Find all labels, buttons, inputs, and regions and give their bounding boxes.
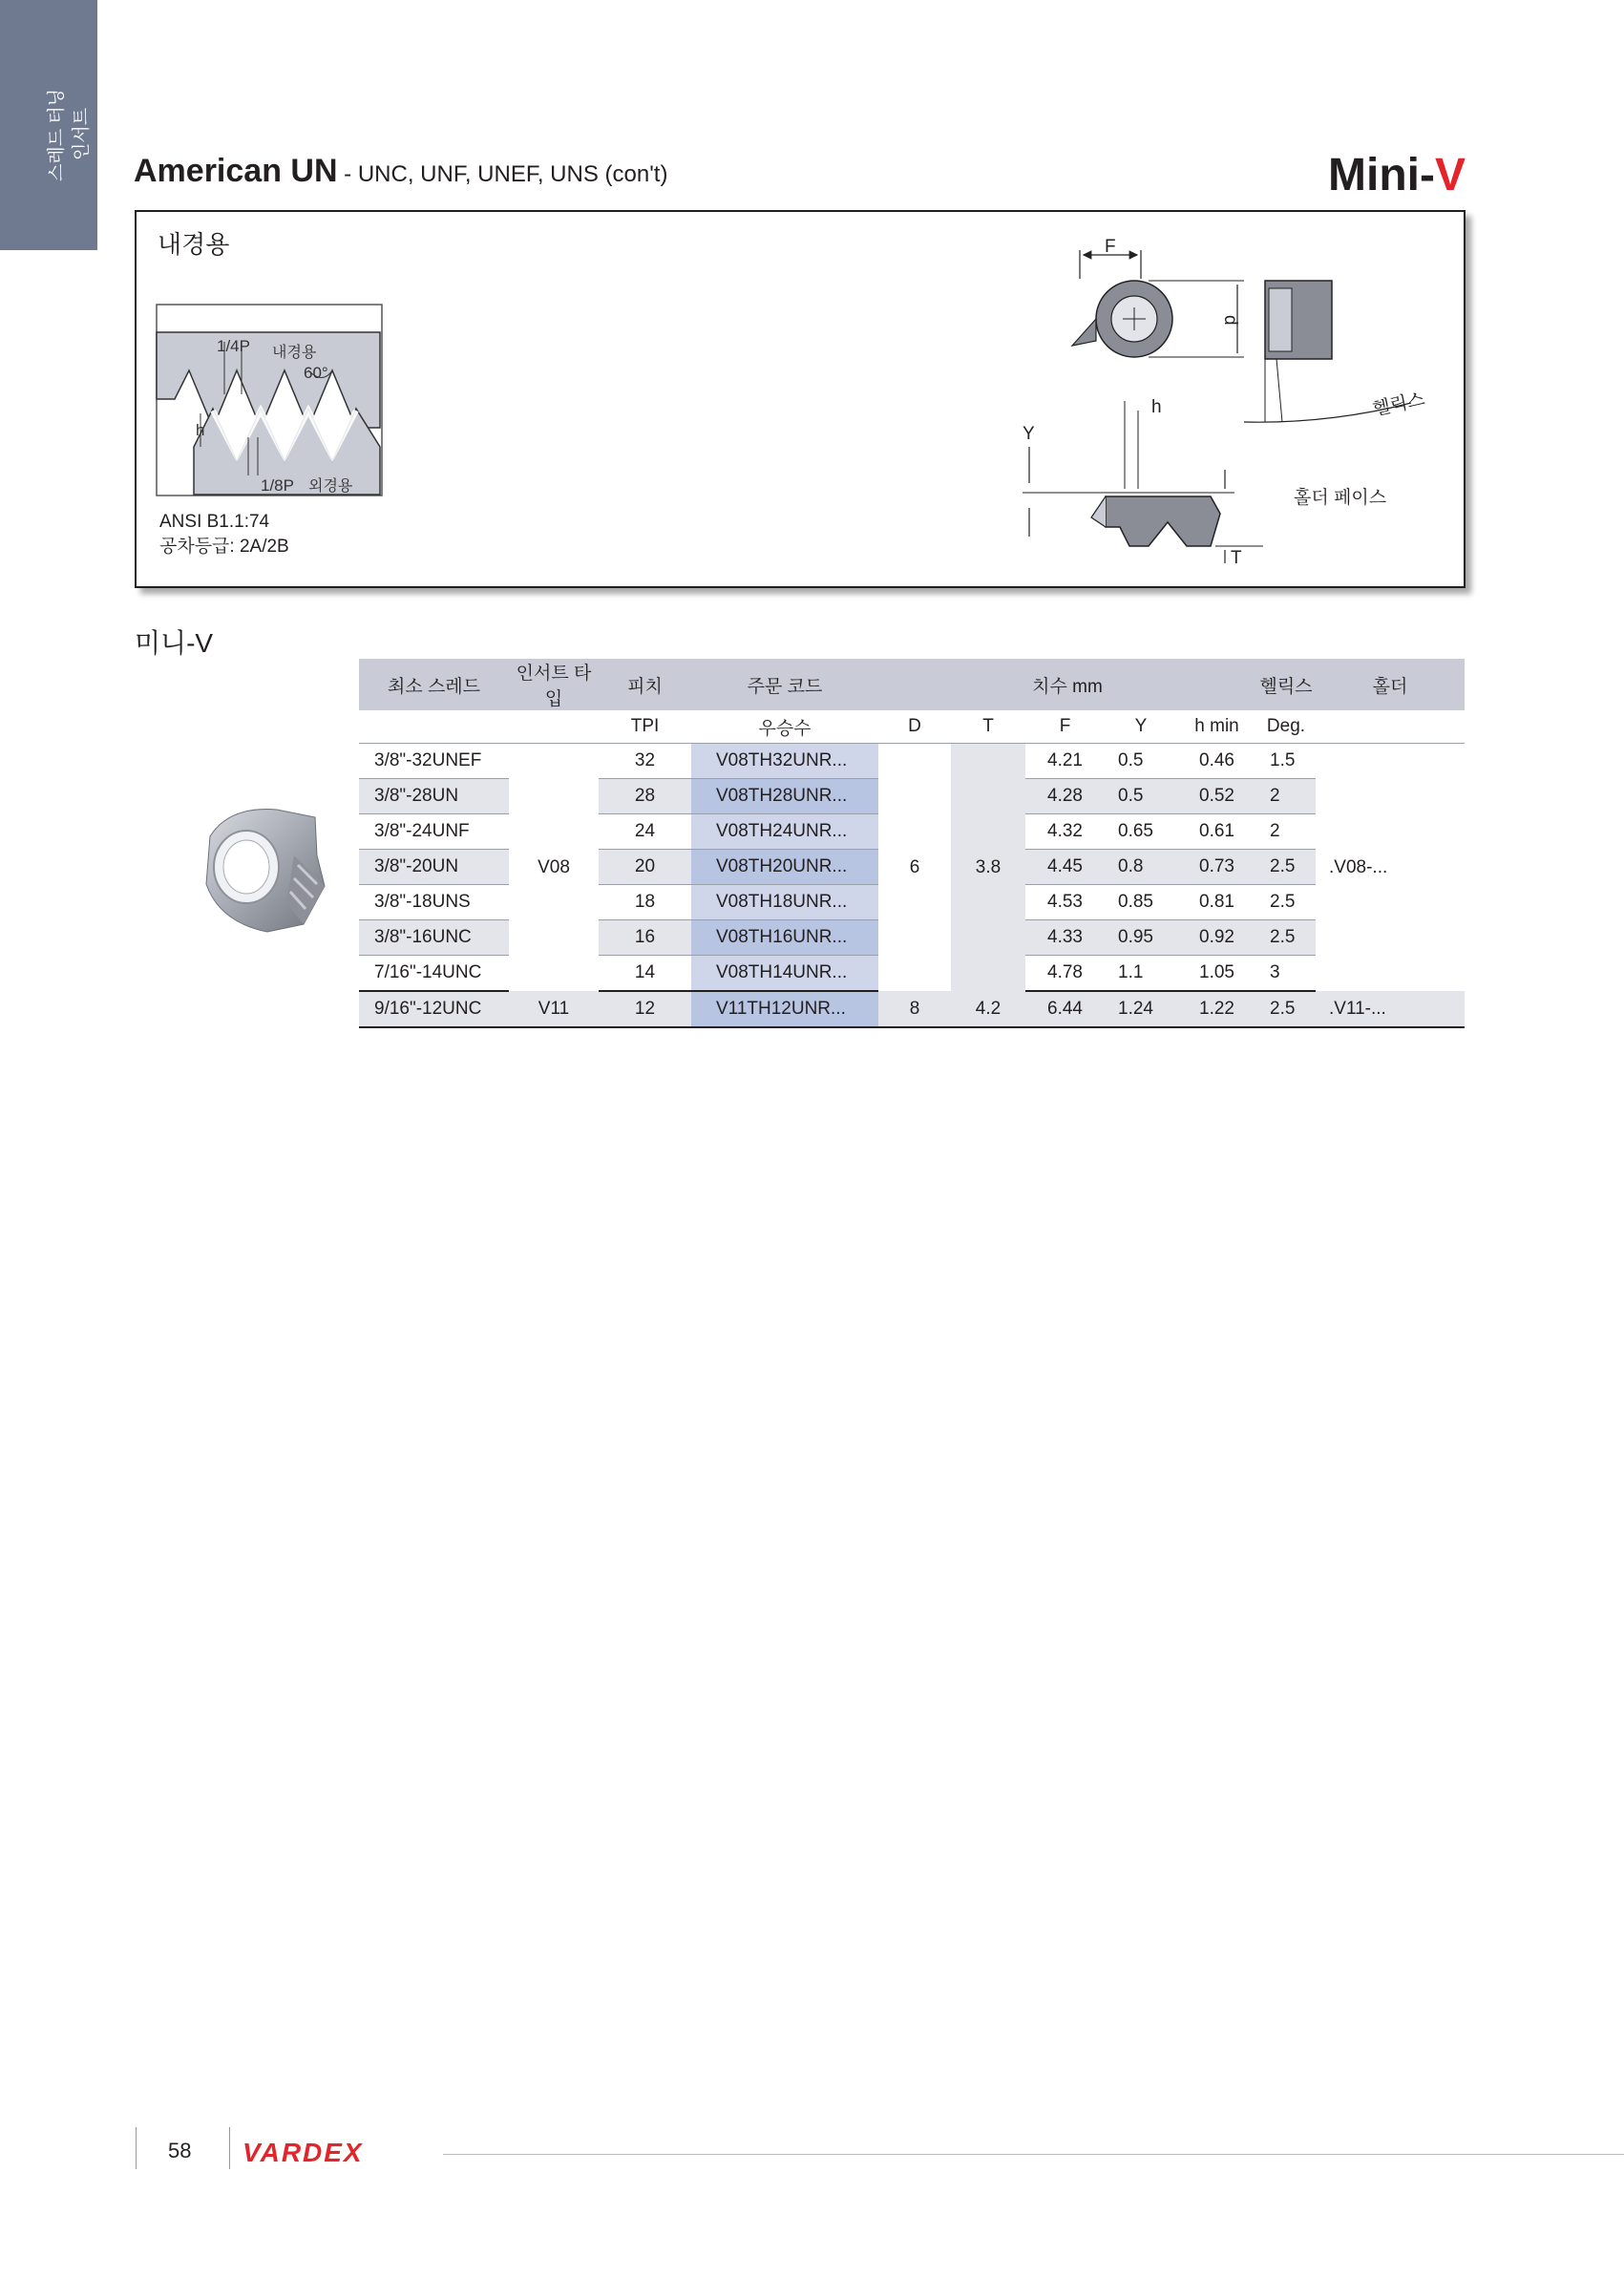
cell-h: 0.46 (1177, 744, 1256, 779)
header-holder: 홀더 (1316, 659, 1465, 710)
label-eighth-p: 1/8P (261, 476, 294, 495)
subheader-h-min: h min (1177, 710, 1256, 744)
cell-order-code: V08TH32UNR... (691, 744, 878, 779)
cell-thread: 3/8"-28UN (359, 779, 509, 814)
cell-tpi: 12 (599, 991, 691, 1027)
cell-h: 0.52 (1177, 779, 1256, 814)
cell-deg: 2.5 (1256, 885, 1316, 920)
cell-deg: 3 (1256, 956, 1316, 992)
label-h: h (196, 421, 205, 439)
page-title (134, 153, 667, 190)
cell-deg: 2.5 (1256, 991, 1316, 1027)
cell-order-code: V08TH20UNR... (691, 850, 878, 885)
cell-order-code: V08TH18UNR... (691, 885, 878, 920)
section-title: 미니-V (135, 628, 214, 658)
table-row (359, 991, 1465, 1027)
subheader-empty-3 (1316, 710, 1465, 744)
cell-Y: 0.5 (1105, 744, 1177, 779)
cell-holder: .V11-... (1316, 991, 1465, 1027)
cell-T: 4.2 (951, 991, 1025, 1027)
footer-divider-left (136, 2127, 137, 2169)
cell-D: 6 (909, 856, 920, 877)
cell-thread: 3/8"-20UN (359, 850, 509, 885)
label-angle: 60° (304, 364, 328, 382)
cell-tpi: 16 (599, 920, 691, 956)
thread-diagram-box (135, 210, 1466, 588)
cell-F: 4.21 (1025, 744, 1105, 779)
label-quarter-p: 1/4P (217, 337, 250, 355)
label-F: F (1105, 237, 1116, 257)
footer-rule (443, 2154, 1624, 2155)
cell-deg: 2 (1256, 814, 1316, 850)
cell-tpi: 18 (599, 885, 691, 920)
cell-thread: 3/8"-16UNC (359, 920, 509, 956)
header-dimensions: 치수 mm (878, 659, 1256, 710)
cell-Y: 1.1 (1105, 956, 1177, 992)
cell-h: 0.81 (1177, 885, 1256, 920)
cell-order-code: V08TH28UNR... (691, 779, 878, 814)
cell-h: 0.73 (1177, 850, 1256, 885)
cell-F: 4.53 (1025, 885, 1105, 920)
subheader-deg: Deg. (1256, 710, 1316, 744)
cell-deg: 1.5 (1256, 744, 1316, 779)
cell-tpi: 14 (599, 956, 691, 992)
box-title: 내경용 (158, 230, 230, 259)
label-internal: 내경용 (272, 345, 317, 361)
cell-F: 4.45 (1025, 850, 1105, 885)
cell-tpi: 24 (599, 814, 691, 850)
subheader-T: T (951, 710, 1025, 744)
cell-order-code: V08TH14UNR... (691, 956, 878, 992)
side-tab-line2: 인서트 (72, 107, 92, 160)
label-d: d (1220, 315, 1240, 326)
subheader-empty-2 (509, 710, 599, 744)
header-thread: 최소 스레드 (359, 659, 509, 710)
cell-holder: .V08-... (1329, 856, 1388, 877)
cell-Y: 0.95 (1105, 920, 1177, 956)
vardex-logo (243, 2139, 433, 2167)
cell-Y: 1.24 (1105, 991, 1177, 1027)
cell-Y: 0.5 (1105, 779, 1177, 814)
cell-F: 4.33 (1025, 920, 1105, 956)
cell-thread: 7/16"-14UNC (359, 956, 509, 992)
insert-product-image (191, 798, 334, 941)
footer-divider-mid (229, 2127, 230, 2169)
side-tab-line1: 스레드 터닝 (47, 88, 67, 181)
table-subheader-row (359, 710, 1465, 744)
cell-Y: 0.8 (1105, 850, 1177, 885)
cell-h: 0.61 (1177, 814, 1256, 850)
cell-thread: 3/8"-18UNS (359, 885, 509, 920)
cell-order-code: V08TH16UNR... (691, 920, 878, 956)
standard-info (159, 510, 289, 559)
subheader-tpi: TPI (599, 710, 691, 744)
page-number: 58 (168, 2139, 192, 2162)
cell-Y: 0.65 (1105, 814, 1177, 850)
label-T: T (1231, 548, 1242, 565)
cell-order-code: V11TH12UNR... (691, 991, 878, 1027)
header-order-code: 주문 코드 (691, 659, 878, 710)
title-subtitle: - UNC, UNF, UNEF, UNS (con't) (337, 161, 668, 187)
table-header-row (359, 659, 1465, 710)
cell-deg: 2.5 (1256, 850, 1316, 885)
svg-text:VARDEX: VARDEX (243, 2139, 364, 2167)
header-pitch: 피치 (599, 659, 691, 710)
brand-accent: V (1434, 150, 1466, 200)
cell-h: 1.22 (1177, 991, 1256, 1027)
cell-F: 6.44 (1025, 991, 1105, 1027)
cell-insert-type: V11 (509, 991, 599, 1027)
cell-deg: 2 (1256, 779, 1316, 814)
cell-insert-type: V08 (538, 856, 570, 877)
label-helix: 헬릭스 (1371, 390, 1427, 420)
tolerance-class: 공차등급: 2A/2B (159, 537, 289, 557)
brand-main: Mini- (1328, 150, 1435, 200)
cell-order-code: V08TH24UNR... (691, 814, 878, 850)
header-insert-type: 인서트 타입 (509, 659, 599, 710)
brand-mark (1328, 149, 1466, 201)
cell-thread: 3/8"-32UNEF (359, 744, 509, 779)
subheader-D: D (878, 710, 951, 744)
insert-dimension-diagram (1015, 221, 1435, 565)
subheader-empty-1 (359, 710, 509, 744)
cell-D: 8 (878, 991, 951, 1027)
side-tab (0, 0, 97, 250)
thread-insert-table (359, 659, 1465, 1028)
cell-F: 4.28 (1025, 779, 1105, 814)
label-holder-face: 홀더 페이스 (1294, 488, 1387, 508)
title-main: American UN (134, 153, 338, 189)
thread-profile-diagram (156, 304, 385, 498)
label-external: 외경용 (308, 478, 353, 495)
table-row (359, 744, 1465, 779)
cell-tpi: 32 (599, 744, 691, 779)
cell-tpi: 20 (599, 850, 691, 885)
subheader-hand: 우승수 (691, 710, 878, 744)
cell-Y: 0.85 (1105, 885, 1177, 920)
subheader-F: F (1025, 710, 1105, 744)
label-h-insert: h (1151, 397, 1162, 417)
cell-thread: 3/8"-24UNF (359, 814, 509, 850)
cell-thread: 9/16"-12UNC (359, 991, 509, 1027)
cell-tpi: 28 (599, 779, 691, 814)
cell-F: 4.32 (1025, 814, 1105, 850)
cell-deg: 2.5 (1256, 920, 1316, 956)
label-Y: Y (1023, 424, 1035, 444)
cell-T: 3.8 (951, 744, 1025, 992)
cell-h: 0.92 (1177, 920, 1256, 956)
subheader-Y: Y (1105, 710, 1177, 744)
header-helix: 헬릭스 (1256, 659, 1316, 710)
cell-F: 4.78 (1025, 956, 1105, 992)
standard-name: ANSI B1.1:74 (159, 512, 270, 532)
cell-h: 1.05 (1177, 956, 1256, 992)
